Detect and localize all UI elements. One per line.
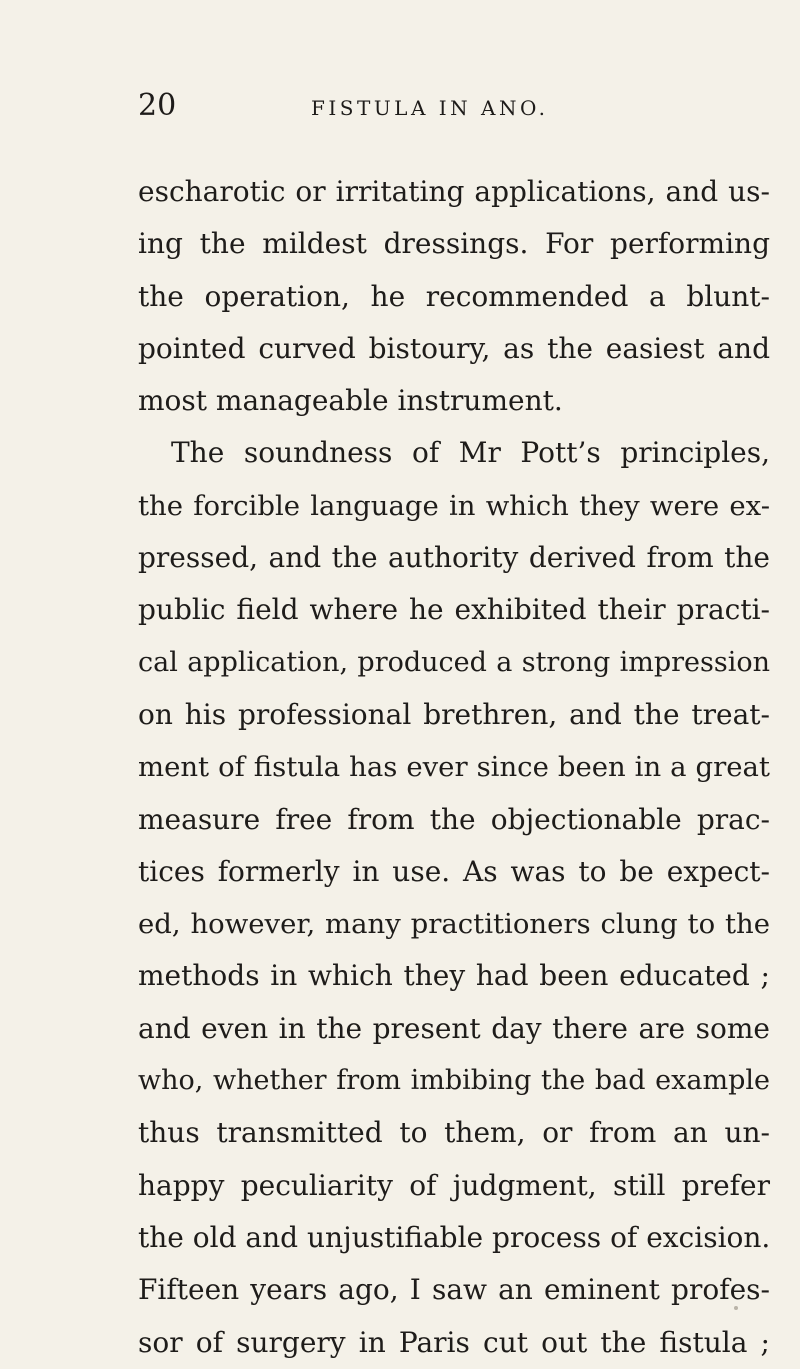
text-line: sor of surgery in Paris cut out the fistula ; — [138, 1325, 770, 1359]
text-line: the operation, he recommended a blunt- — [138, 279, 770, 313]
running-title: FISTULA IN ANO. — [311, 96, 549, 120]
text-line: and even in the present day there are some — [138, 1011, 770, 1045]
running-head — [138, 86, 698, 126]
text-line: Fifteen years ago, I saw an eminent profes- — [138, 1273, 770, 1307]
text-line: public field where he exhibited their practi- — [138, 593, 770, 627]
text-line: ed, however, many practitioners clung to the — [138, 908, 770, 941]
text-line: happy peculiarity of judgment, still prefer — [138, 1168, 770, 1202]
text-line: the old and unjustifiable process of excision. — [138, 1220, 771, 1254]
text-line: methods in which they had been educated ; — [138, 959, 770, 993]
page-number: 20 — [138, 88, 177, 123]
text-line: The soundness of Mr Pott’s principles, — [171, 436, 770, 470]
text-line: most manageable instrument. — [138, 384, 563, 418]
text-line: thus transmitted to them, or from an un- — [138, 1116, 770, 1150]
text-line: ment of fistula has ever since been in a great — [138, 751, 770, 784]
paper-speck — [734, 1306, 738, 1310]
body-text — [138, 166, 770, 1369]
text-line: who, whether from imbibing the bad example — [138, 1065, 770, 1097]
text-line: pointed curved bistoury, as the easiest and — [138, 331, 770, 365]
text-line: cal application, produced a strong impression — [138, 646, 770, 678]
text-line: pressed, and the authority derived from the — [138, 541, 770, 575]
text-line: ing the mildest dressings. For performing — [138, 227, 770, 261]
text-line: tices formerly in use. As was to be expect- — [138, 854, 770, 888]
text-line: escharotic or irritating applications, and us- — [138, 175, 770, 208]
text-line: the forcible language in which they were ex- — [138, 489, 770, 522]
text-line: measure free from the objectionable prac- — [138, 802, 770, 836]
text-line: on his professional brethren, and the treat- — [138, 697, 770, 731]
